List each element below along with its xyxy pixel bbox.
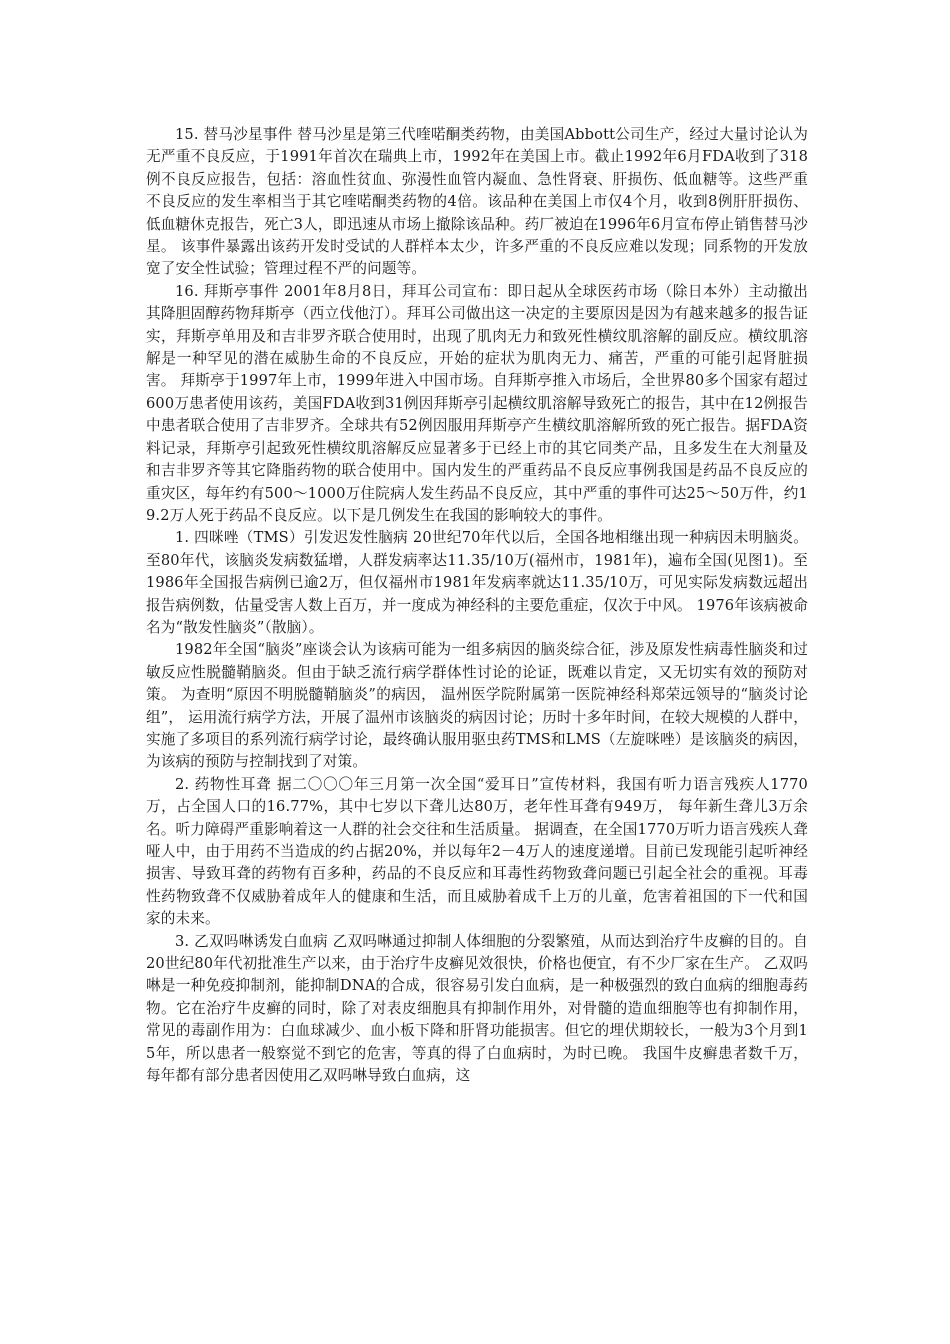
paragraph-drug-induced-deafness: 2. 药物性耳聋 据二〇〇〇年三月第一次全国“爱耳日”宣传材料，我国有听力语言残疾人1770万，占全国人口的16.77%，其中七岁以下聋儿达80万，老年性耳聋有949万， 每年新生聋儿3万余名。听力障碍严重影响着这一人群的社会交往和生活质量。 据调查，在全国1770万听力语言残疾人聋哑人中，由于用药不当造成的约占据20%，并以每年2－4万人的速度递增。目前已发现能引起听神经损害、导致耳聋的药物有百多种，药品的不良反应和耳毒性药物致聋问题已引起全社会的重视。耳毒性药物致聋不仅威胁着成年人的健康和生活，而且威胁着成千上万的儿童，危害着祖国的下一代和国家的未来。 (146, 775, 808, 928)
paragraph-baycol-event: 16. 拜斯亭事件 2001年8月8日，拜耳公司宣布：即日起从全球医药市场（除日本外）主动撤出其降胆固醇药物拜斯亭（西立伐他汀）。拜耳公司做出这一决定的主要原因是因为有越来越多的报告证实，拜斯亭单用及和吉非罗齐联合使用时，出现了肌肉无力和致死性横纹肌溶解的副反应。横纹肌溶解是一种罕见的潜在威胁生命的不良反应，开始的症状为肌肉无力、痛苦，严重的可能引起肾脏损害。 拜斯亭于1997年上市，1999年进入中国市场。自拜斯亭推入市场后，全世界80多个国家有超过600万患者使用该药，美国FDA收到31例因拜斯亭引起横纹肌溶解导致死亡的报告，其中在12例报告中患者联合使用了吉非罗齐。全球共有52例因服用拜斯亭产生横纹肌溶解所致的死亡报告。据FDA资料记录，拜斯亭引起致死性横纹肌溶解反应显著多于已经上市的其它同类产品，且多发生在大剂量及和吉非罗齐等其它降脂药物的联合使用中。国内发生的严重药品不良反应事例我国是药品不良反应的重灾区，每年约有500～1000万住院病人发生药品不良反应，其中严重的事件可达25～50万件，约19.2万人死于药品不良反应。以下是几例发生在我国的影响较大的事件。 (146, 282, 808, 524)
paragraph-encephalitis-research: 1982年全国“脑炎”座谈会认为该病可能为一组多病因的脑炎综合征，涉及原发性病毒性脑炎和过敏反应性脱髓鞘脑炎。但由于缺乏流行病学群体性讨论的论证，既难以肯定，又无切实有效的预防对策。 为查明“原因不明脱髓鞘脑炎”的病因， 温州医学院附属第一医院神经科郑荣远领导的“脑炎讨论组”， 运用流行病学方法，开展了温州市该脑炎的病因讨论；历时十多年时间，在较大规模的人群中，实施了多项目的系列流行病学讨论，最终确认服用驱虫药TMS和LMS（左旋咪唑）是该脑炎的病因，为该病的预防与控制找到了对策。 (146, 641, 808, 771)
paragraph-tetramisole-encephalopathy: 1. 四咪唑（TMS）引发迟发性脑病 20世纪70年代以后，全国各地相继出现一种病因未明脑炎。至80年代，该脑炎发病数猛增，人群发病率达11.35/10万(福州市，1981年)，遍布全国(见图1)。至1986年全国报告病例已逾2万，但仅福州市1981年发病率就达11.35/10万，可见实际发病数远超出报告病例数，估量受害人数上百万，并一度成为神经科的主要危重症，仅次于中风。 1976年该病被命名为“散发性脑炎”（散脑）。 (146, 529, 808, 636)
document-page (146, 124, 808, 1087)
paragraph-bimolane-leukemia: 3. 乙双吗啉诱发白血病 乙双吗啉通过抑制人体细胞的分裂繁殖，从而达到治疗牛皮癣的目的。自20世纪80年代初批准生产以来，由于治疗牛皮癣见效很快，价格也便宜，有不少厂家在生产。 乙双吗啉是一种免疫抑制剂，能抑制DNA的合成，很容易引发白血病，是一种极强烈的致白血病的细胞毒药物。它在治疗牛皮癣的同时，除了对表皮细胞具有抑制作用外，对骨髓的造血细胞等也有抑制作用，常见的毒副作用为：白血球减少、血小板下降和肝肾功能损害。但它的埋伏期较长，一般为3个月到15年，所以患者一般察觉不到它的危害，等真的得了白血病时，为时已晚。 我国牛皮癣患者数千万，每年都有部分患者因使用乙双吗啉导致白血病，这 (146, 932, 808, 1085)
paragraph-temafloxacin-event: 15. 替马沙星事件 替马沙星是第三代喹喏酮类药物，由美国Abbott公司生产，经过大量讨论认为无严重不良反应，于1991年首次在瑞典上市，1992年在美国上市。截止1992年6月FDA收到了318例不良反应报告，包括：溶血性贫血、弥漫性血管内凝血、急性肾衰、肝损伤、低血糖等。这些严重不良反应的发生率相当于其它喹喏酮类药物的4倍。该品种在美国上市仅4个月，收到8例肝肝损伤、低血糖休克报告，死亡3人，即迅速从市场上撤除该品种。药厂被迫在1996年6月宣布停止销售替马沙星。 该事件暴露出该药开发时受试的人群样本太少，许多严重的不良反应难以发现；同系物的开发放宽了安全性试验；管理过程不严的问题等。 (146, 126, 808, 278)
